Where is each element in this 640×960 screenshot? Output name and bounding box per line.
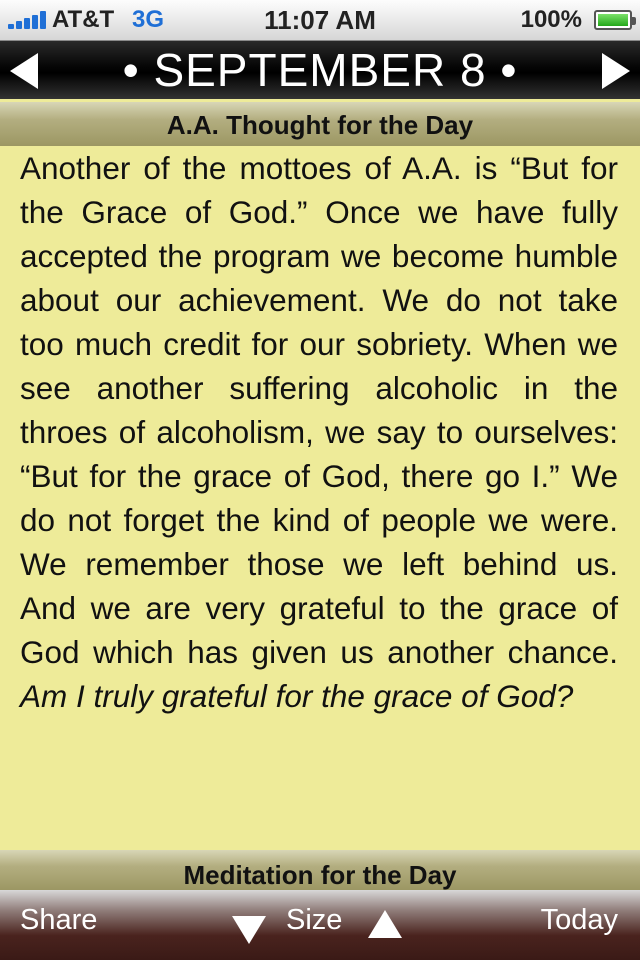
date-title: • SEPTEMBER 8 •	[122, 44, 518, 96]
meditation-heading: Meditation for the Day	[0, 850, 640, 890]
battery-icon	[594, 10, 632, 30]
thought-heading: A.A. Thought for the Day	[0, 102, 640, 146]
increase-size-icon[interactable]	[368, 910, 402, 938]
status-bar	[0, 0, 640, 41]
thought-body: Another of the mottoes of A.A. is “But for the Grace of God.” Once we have fully accepted the program we become humble about our achievement. We do not take too much credit for our sobriety. When we see another suffering alcoholic in the throes of alcoholism, we say to ourselves: “But for the grace of God, there go I.” We do not forget the kind of people we were. We remember those we left behind us. And we are very grateful to the grace of God which has given us another chance.	[20, 150, 618, 670]
today-button[interactable]: Today	[540, 904, 618, 936]
share-button[interactable]: Share	[20, 904, 98, 936]
thought-text	[20, 146, 618, 846]
carrier-name: AT&T	[52, 6, 115, 33]
battery-percentage: 100%	[520, 6, 582, 33]
decrease-size-icon[interactable]	[232, 916, 266, 944]
bottom-toolbar	[0, 890, 640, 960]
network-type: 3G	[132, 6, 165, 33]
next-day-icon[interactable]	[602, 53, 630, 89]
date-header	[0, 41, 640, 99]
status-time: 11:07 AM	[264, 5, 376, 35]
thought-question: Am I truly grateful for the grace of God?	[20, 678, 574, 714]
size-label: Size	[286, 904, 343, 936]
